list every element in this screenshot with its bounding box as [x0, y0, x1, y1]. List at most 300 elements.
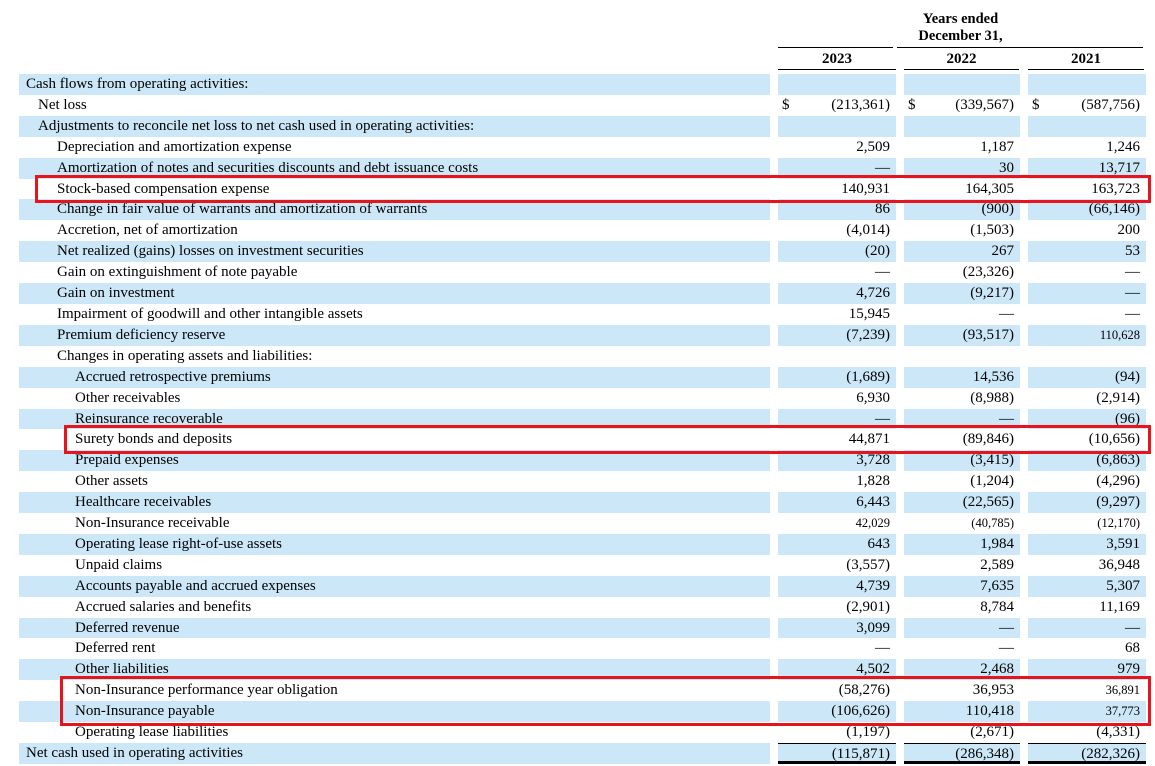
cell-value: (94) — [1115, 368, 1140, 385]
cell-value: — — [875, 159, 890, 176]
column-gap — [1020, 534, 1028, 555]
column-gap — [1020, 743, 1028, 764]
value-cell-2021 — [1028, 346, 1146, 367]
value-cell-2023 — [778, 513, 896, 534]
cell-value: (10,656) — [1088, 431, 1140, 448]
value-cell-2021 — [1028, 325, 1146, 346]
value-cell-2022 — [904, 576, 1020, 597]
column-gap — [896, 409, 904, 430]
value-cell-2021 — [1028, 555, 1146, 576]
row-label: Impairment of goodwill and other intangible assets — [57, 305, 363, 322]
row-label: Net realized (gains) losses on investment securities — [19, 241, 770, 262]
value-cell-2023 — [778, 722, 896, 743]
column-gap — [896, 199, 904, 220]
row-label: Amortization of notes and securities discounts and debt issuance costs — [19, 158, 770, 179]
value-cell-2021 — [1028, 179, 1146, 200]
period-heading-line1: Years ended — [922, 11, 999, 27]
row-label: Healthcare receivables — [19, 492, 770, 513]
column-gap — [770, 325, 778, 346]
value-cell-2023 — [778, 409, 896, 430]
value-cell-2021 — [1028, 659, 1146, 680]
column-gap — [1020, 74, 1028, 95]
column-gap — [896, 137, 904, 158]
value-cell-2022 — [904, 743, 1020, 764]
cell-value: (9,217) — [970, 285, 1014, 302]
value-cell-2023 — [778, 137, 896, 158]
cell-value: 2,589 — [980, 556, 1014, 573]
value-cell-2023 — [778, 701, 896, 722]
value-cell-2023 — [778, 304, 896, 325]
column-gap — [1020, 388, 1028, 409]
column-gap — [1020, 116, 1028, 137]
cell-value: — — [875, 264, 890, 281]
value-cell-2023 — [778, 367, 896, 388]
cell-value: 37,773 — [1105, 704, 1140, 719]
cell-value: (7,239) — [846, 326, 890, 343]
column-gap — [1020, 220, 1028, 241]
cell-value: 643 — [867, 535, 890, 552]
table-row — [0, 325, 1155, 346]
column-gap — [1020, 513, 1028, 534]
value-cell-2021 — [1028, 513, 1146, 534]
cell-value: (1,503) — [970, 222, 1014, 239]
value-cell-2021 — [1028, 576, 1146, 597]
value-cell-2022 — [904, 74, 1020, 95]
value-cell-2022 — [904, 325, 1020, 346]
column-gap — [896, 283, 904, 304]
column-gap — [770, 597, 778, 618]
value-cell-2023 — [778, 241, 896, 262]
value-cell-2023 — [778, 179, 896, 200]
cell-value: (96) — [1115, 410, 1140, 427]
cell-value: (4,296) — [1096, 473, 1140, 490]
column-gap — [1020, 137, 1028, 158]
value-cell-2021 — [1028, 367, 1146, 388]
cell-value: 1,246 — [1106, 138, 1140, 155]
row-label: Deferred rent — [75, 640, 156, 657]
cell-value: (58,276) — [838, 682, 890, 699]
cell-value: 6,443 — [856, 494, 890, 511]
value-cell-2022 — [904, 471, 1020, 492]
column-gap — [896, 555, 904, 576]
column-gap — [896, 701, 904, 722]
column-gap — [1020, 638, 1028, 659]
value-cell-2022 — [904, 680, 1020, 701]
column-header-2021: 2021 — [1028, 50, 1144, 70]
column-gap — [896, 241, 904, 262]
table-row — [0, 346, 1155, 367]
column-gap — [770, 555, 778, 576]
row-label: Non-Insurance performance year obligation — [75, 682, 338, 699]
value-cell-2022 — [904, 220, 1020, 241]
cell-value: (2,901) — [846, 598, 890, 615]
value-cell-2022 — [904, 241, 1020, 262]
value-cell-2022 — [904, 638, 1020, 659]
column-gap — [896, 429, 904, 450]
column-gap — [1020, 429, 1028, 450]
value-cell-2021 — [1028, 471, 1146, 492]
column-gap — [770, 701, 778, 722]
column-gap — [896, 220, 904, 241]
column-gap — [770, 659, 778, 680]
currency-symbol: $ — [1032, 96, 1040, 113]
column-gap — [770, 74, 778, 95]
cell-value: (2,671) — [970, 724, 1014, 741]
table-row — [0, 367, 1155, 388]
row-label: Other assets — [75, 473, 148, 490]
value-cell-2023 — [778, 158, 896, 179]
cell-value: (40,785) — [971, 516, 1014, 531]
column-gap — [1020, 346, 1028, 367]
table-row — [0, 429, 1155, 450]
cell-value: (12,170) — [1097, 516, 1140, 531]
cell-value: (66,146) — [1088, 201, 1140, 218]
cell-value: (106,626) — [831, 703, 890, 720]
column-gap — [1020, 325, 1028, 346]
cell-value: (93,517) — [962, 326, 1014, 343]
cell-value: — — [999, 305, 1014, 322]
column-gap — [1020, 95, 1028, 116]
value-cell-2021 — [1028, 158, 1146, 179]
table-row — [0, 534, 1155, 555]
column-gap — [770, 137, 778, 158]
cell-value: (1,689) — [846, 368, 890, 385]
table-row — [0, 471, 1155, 492]
column-gap — [896, 450, 904, 471]
table-row — [0, 743, 1155, 764]
column-gap — [770, 743, 778, 764]
column-gap — [770, 158, 778, 179]
row-label: Operating lease right-of-use assets — [19, 534, 770, 555]
column-gap — [896, 638, 904, 659]
value-cell-2022 — [904, 701, 1020, 722]
column-header-2023: 2023 — [778, 50, 896, 70]
cell-value: 110,418 — [965, 703, 1014, 720]
row-label: Unpaid claims — [75, 556, 163, 573]
value-cell-2023 — [778, 95, 896, 116]
column-gap — [770, 513, 778, 534]
cell-value: 6,930 — [856, 389, 890, 406]
value-cell-2022 — [904, 388, 1020, 409]
column-gap — [896, 743, 904, 764]
cell-value: 3,728 — [856, 452, 890, 469]
table-row — [0, 638, 1155, 659]
table-row — [0, 158, 1155, 179]
value-cell-2023 — [778, 680, 896, 701]
column-gap — [770, 450, 778, 471]
table-row — [0, 450, 1155, 471]
value-cell-2021 — [1028, 450, 1146, 471]
table-row — [0, 220, 1155, 241]
value-cell-2023 — [778, 471, 896, 492]
table-row — [0, 618, 1155, 639]
value-cell-2021 — [1028, 743, 1146, 764]
value-cell-2023 — [778, 492, 896, 513]
table-row — [0, 555, 1155, 576]
value-cell-2021 — [1028, 283, 1146, 304]
column-gap — [1020, 701, 1028, 722]
row-label: Adjustments to reconcile net loss to net cash used in operating activities: — [19, 116, 770, 137]
cell-value: 15,945 — [848, 305, 890, 322]
cell-value: 1,187 — [980, 138, 1014, 155]
column-gap — [1020, 659, 1028, 680]
column-gap — [770, 576, 778, 597]
cell-value: 53 — [1125, 243, 1140, 260]
cell-value: (587,756) — [1081, 96, 1140, 113]
row-label: Depreciation and amortization expense — [57, 138, 292, 155]
cell-value: 164,305 — [965, 180, 1014, 197]
column-gap — [896, 74, 904, 95]
cell-value: (339,567) — [955, 96, 1014, 113]
column-gap — [770, 95, 778, 116]
value-cell-2022 — [904, 429, 1020, 450]
table-row — [0, 116, 1155, 137]
value-cell-2021 — [1028, 388, 1146, 409]
table-row — [0, 492, 1155, 513]
value-cell-2023 — [778, 116, 896, 137]
value-cell-2021 — [1028, 199, 1146, 220]
column-gap — [770, 116, 778, 137]
value-cell-2021 — [1028, 429, 1146, 450]
cell-value: 86 — [875, 201, 890, 218]
value-cell-2022 — [904, 513, 1020, 534]
table-row — [0, 137, 1155, 158]
column-gap — [1020, 158, 1028, 179]
cell-value: (3,557) — [846, 556, 890, 573]
cell-value: (4,014) — [846, 222, 890, 239]
cell-value: (2,914) — [1096, 389, 1140, 406]
cell-value: 42,029 — [855, 516, 890, 531]
row-label: Non-Insurance receivable — [75, 515, 230, 532]
cell-value: — — [1125, 264, 1140, 281]
table-row — [0, 241, 1155, 262]
cell-value: 68 — [1125, 640, 1140, 657]
table-row — [0, 409, 1155, 430]
cell-value: 140,931 — [841, 180, 890, 197]
column-gap — [1020, 241, 1028, 262]
value-cell-2021 — [1028, 638, 1146, 659]
row-label: Accrued salaries and benefits — [75, 598, 252, 615]
table-row — [0, 513, 1155, 534]
column-gap — [1020, 680, 1028, 701]
cell-value: — — [875, 640, 890, 657]
value-cell-2023 — [778, 450, 896, 471]
cell-value: (213,361) — [831, 96, 890, 113]
value-cell-2021 — [1028, 409, 1146, 430]
cell-value: 1,984 — [980, 535, 1014, 552]
table-row — [0, 283, 1155, 304]
cell-value: (6,863) — [1096, 452, 1140, 469]
table-row — [0, 659, 1155, 680]
column-gap — [770, 241, 778, 262]
value-cell-2023 — [778, 597, 896, 618]
row-label: Premium deficiency reserve — [19, 325, 770, 346]
cell-value: 3,099 — [856, 619, 890, 636]
row-label: Net loss — [38, 96, 87, 113]
column-gap — [896, 659, 904, 680]
value-cell-2021 — [1028, 304, 1146, 325]
column-gap — [896, 179, 904, 200]
column-gap — [896, 304, 904, 325]
column-gap — [896, 116, 904, 137]
row-label: Other liabilities — [19, 659, 770, 680]
cell-value: 163,723 — [1091, 180, 1140, 197]
row-label: Surety bonds and deposits — [75, 431, 233, 448]
value-cell-2021 — [1028, 241, 1146, 262]
value-cell-2022 — [904, 179, 1020, 200]
cell-value: (20) — [865, 243, 890, 260]
cell-value: 44,871 — [848, 431, 890, 448]
cell-value: 1,828 — [856, 473, 890, 490]
table-row — [0, 597, 1155, 618]
cell-value: 30 — [999, 159, 1014, 176]
column-header-2022: 2022 — [904, 50, 1019, 70]
value-cell-2023 — [778, 429, 896, 450]
column-gap — [896, 513, 904, 534]
value-cell-2022 — [904, 450, 1020, 471]
cell-value: 5,307 — [1106, 577, 1140, 594]
table-row — [0, 722, 1155, 743]
period-heading-line2: December 31, — [918, 27, 1003, 44]
column-gap — [770, 638, 778, 659]
column-gap — [1020, 555, 1028, 576]
cell-value: (286,348) — [955, 746, 1014, 762]
table-row — [0, 304, 1155, 325]
cash-flow-table — [0, 74, 1155, 764]
cell-value: — — [999, 410, 1014, 427]
column-gap — [770, 262, 778, 283]
cell-value: 110,628 — [1099, 327, 1140, 342]
cell-value: 2,509 — [856, 138, 890, 155]
cell-value: 3,591 — [1106, 535, 1140, 552]
column-gap — [770, 492, 778, 513]
cell-value: 36,953 — [972, 682, 1014, 699]
column-gap — [896, 388, 904, 409]
row-label: Accounts payable and accrued expenses — [19, 576, 770, 597]
column-gap — [896, 534, 904, 555]
value-cell-2023 — [778, 346, 896, 367]
column-gap — [1020, 492, 1028, 513]
column-gap — [770, 680, 778, 701]
column-gap — [1020, 262, 1028, 283]
column-gap — [1020, 471, 1028, 492]
cell-value: (115,871) — [831, 746, 890, 762]
value-cell-2023 — [778, 618, 896, 639]
column-gap — [896, 158, 904, 179]
value-cell-2022 — [904, 346, 1020, 367]
cell-value: 13,717 — [1098, 159, 1140, 176]
row-label: Accretion, net of amortization — [57, 222, 238, 239]
column-gap — [896, 367, 904, 388]
value-cell-2021 — [1028, 137, 1146, 158]
column-gap — [770, 199, 778, 220]
value-cell-2023 — [778, 199, 896, 220]
cell-value: (89,846) — [962, 431, 1014, 448]
cell-value: 4,726 — [856, 285, 890, 302]
row-label: Net cash used in operating activities — [19, 743, 770, 764]
value-cell-2021 — [1028, 116, 1146, 137]
cell-value: 8,784 — [980, 598, 1014, 615]
column-gap — [896, 492, 904, 513]
column-gap — [896, 618, 904, 639]
column-gap — [770, 220, 778, 241]
cell-value: 11,169 — [1099, 598, 1140, 615]
row-label: Other receivables — [75, 389, 181, 406]
column-gap — [896, 597, 904, 618]
value-cell-2022 — [904, 409, 1020, 430]
value-cell-2021 — [1028, 95, 1146, 116]
value-cell-2021 — [1028, 722, 1146, 743]
cell-value: 4,502 — [856, 661, 890, 678]
value-cell-2023 — [778, 262, 896, 283]
row-label: Changes in operating assets and liabilities: — [57, 347, 313, 364]
value-cell-2022 — [904, 367, 1020, 388]
row-label: Stock-based compensation expense — [57, 180, 270, 197]
cell-value: 36,948 — [1098, 556, 1140, 573]
table-row — [0, 74, 1155, 95]
column-gap — [1020, 283, 1028, 304]
value-cell-2022 — [904, 158, 1020, 179]
column-gap — [770, 429, 778, 450]
column-gap — [896, 325, 904, 346]
column-gap — [1020, 409, 1028, 430]
cell-value: (22,565) — [962, 494, 1014, 511]
column-gap — [770, 471, 778, 492]
value-cell-2022 — [904, 722, 1020, 743]
value-cell-2021 — [1028, 74, 1146, 95]
column-gap — [1020, 367, 1028, 388]
cell-value: 200 — [1117, 222, 1140, 239]
cell-value: (3,415) — [970, 452, 1014, 469]
cell-value: 4,739 — [856, 577, 890, 594]
cell-value: (1,204) — [970, 473, 1014, 490]
cell-value: — — [1125, 305, 1140, 322]
cell-value: 7,635 — [980, 577, 1014, 594]
column-gap — [770, 618, 778, 639]
column-gap — [1020, 597, 1028, 618]
column-gap — [770, 346, 778, 367]
column-gap — [1020, 618, 1028, 639]
value-cell-2021 — [1028, 680, 1146, 701]
row-label: Reinsurance recoverable — [19, 409, 770, 430]
column-gap — [1020, 722, 1028, 743]
value-cell-2023 — [778, 534, 896, 555]
cell-value: 267 — [991, 243, 1014, 260]
table-row — [0, 701, 1155, 722]
row-label: Operating lease liabilities — [75, 724, 229, 741]
row-label: Gain on extinguishment of note payable — [57, 264, 298, 281]
cell-value: 36,891 — [1105, 683, 1140, 698]
cell-value: 2,468 — [980, 661, 1014, 678]
period-heading — [778, 11, 1143, 44]
row-label: Gain on investment — [19, 283, 770, 304]
column-gap — [1020, 576, 1028, 597]
cell-value: — — [1125, 285, 1140, 302]
header-rule-right — [897, 47, 1143, 49]
cell-value: (282,326) — [1081, 746, 1140, 762]
row-label: Accrued retrospective premiums — [19, 367, 770, 388]
value-cell-2022 — [904, 597, 1020, 618]
cell-value: — — [1125, 619, 1140, 636]
cell-value: (900) — [981, 201, 1014, 218]
column-gap — [1020, 450, 1028, 471]
cell-value: 14,536 — [972, 368, 1014, 385]
value-cell-2022 — [904, 618, 1020, 639]
column-gap — [770, 388, 778, 409]
column-gap — [770, 367, 778, 388]
value-cell-2022 — [904, 304, 1020, 325]
value-cell-2023 — [778, 388, 896, 409]
